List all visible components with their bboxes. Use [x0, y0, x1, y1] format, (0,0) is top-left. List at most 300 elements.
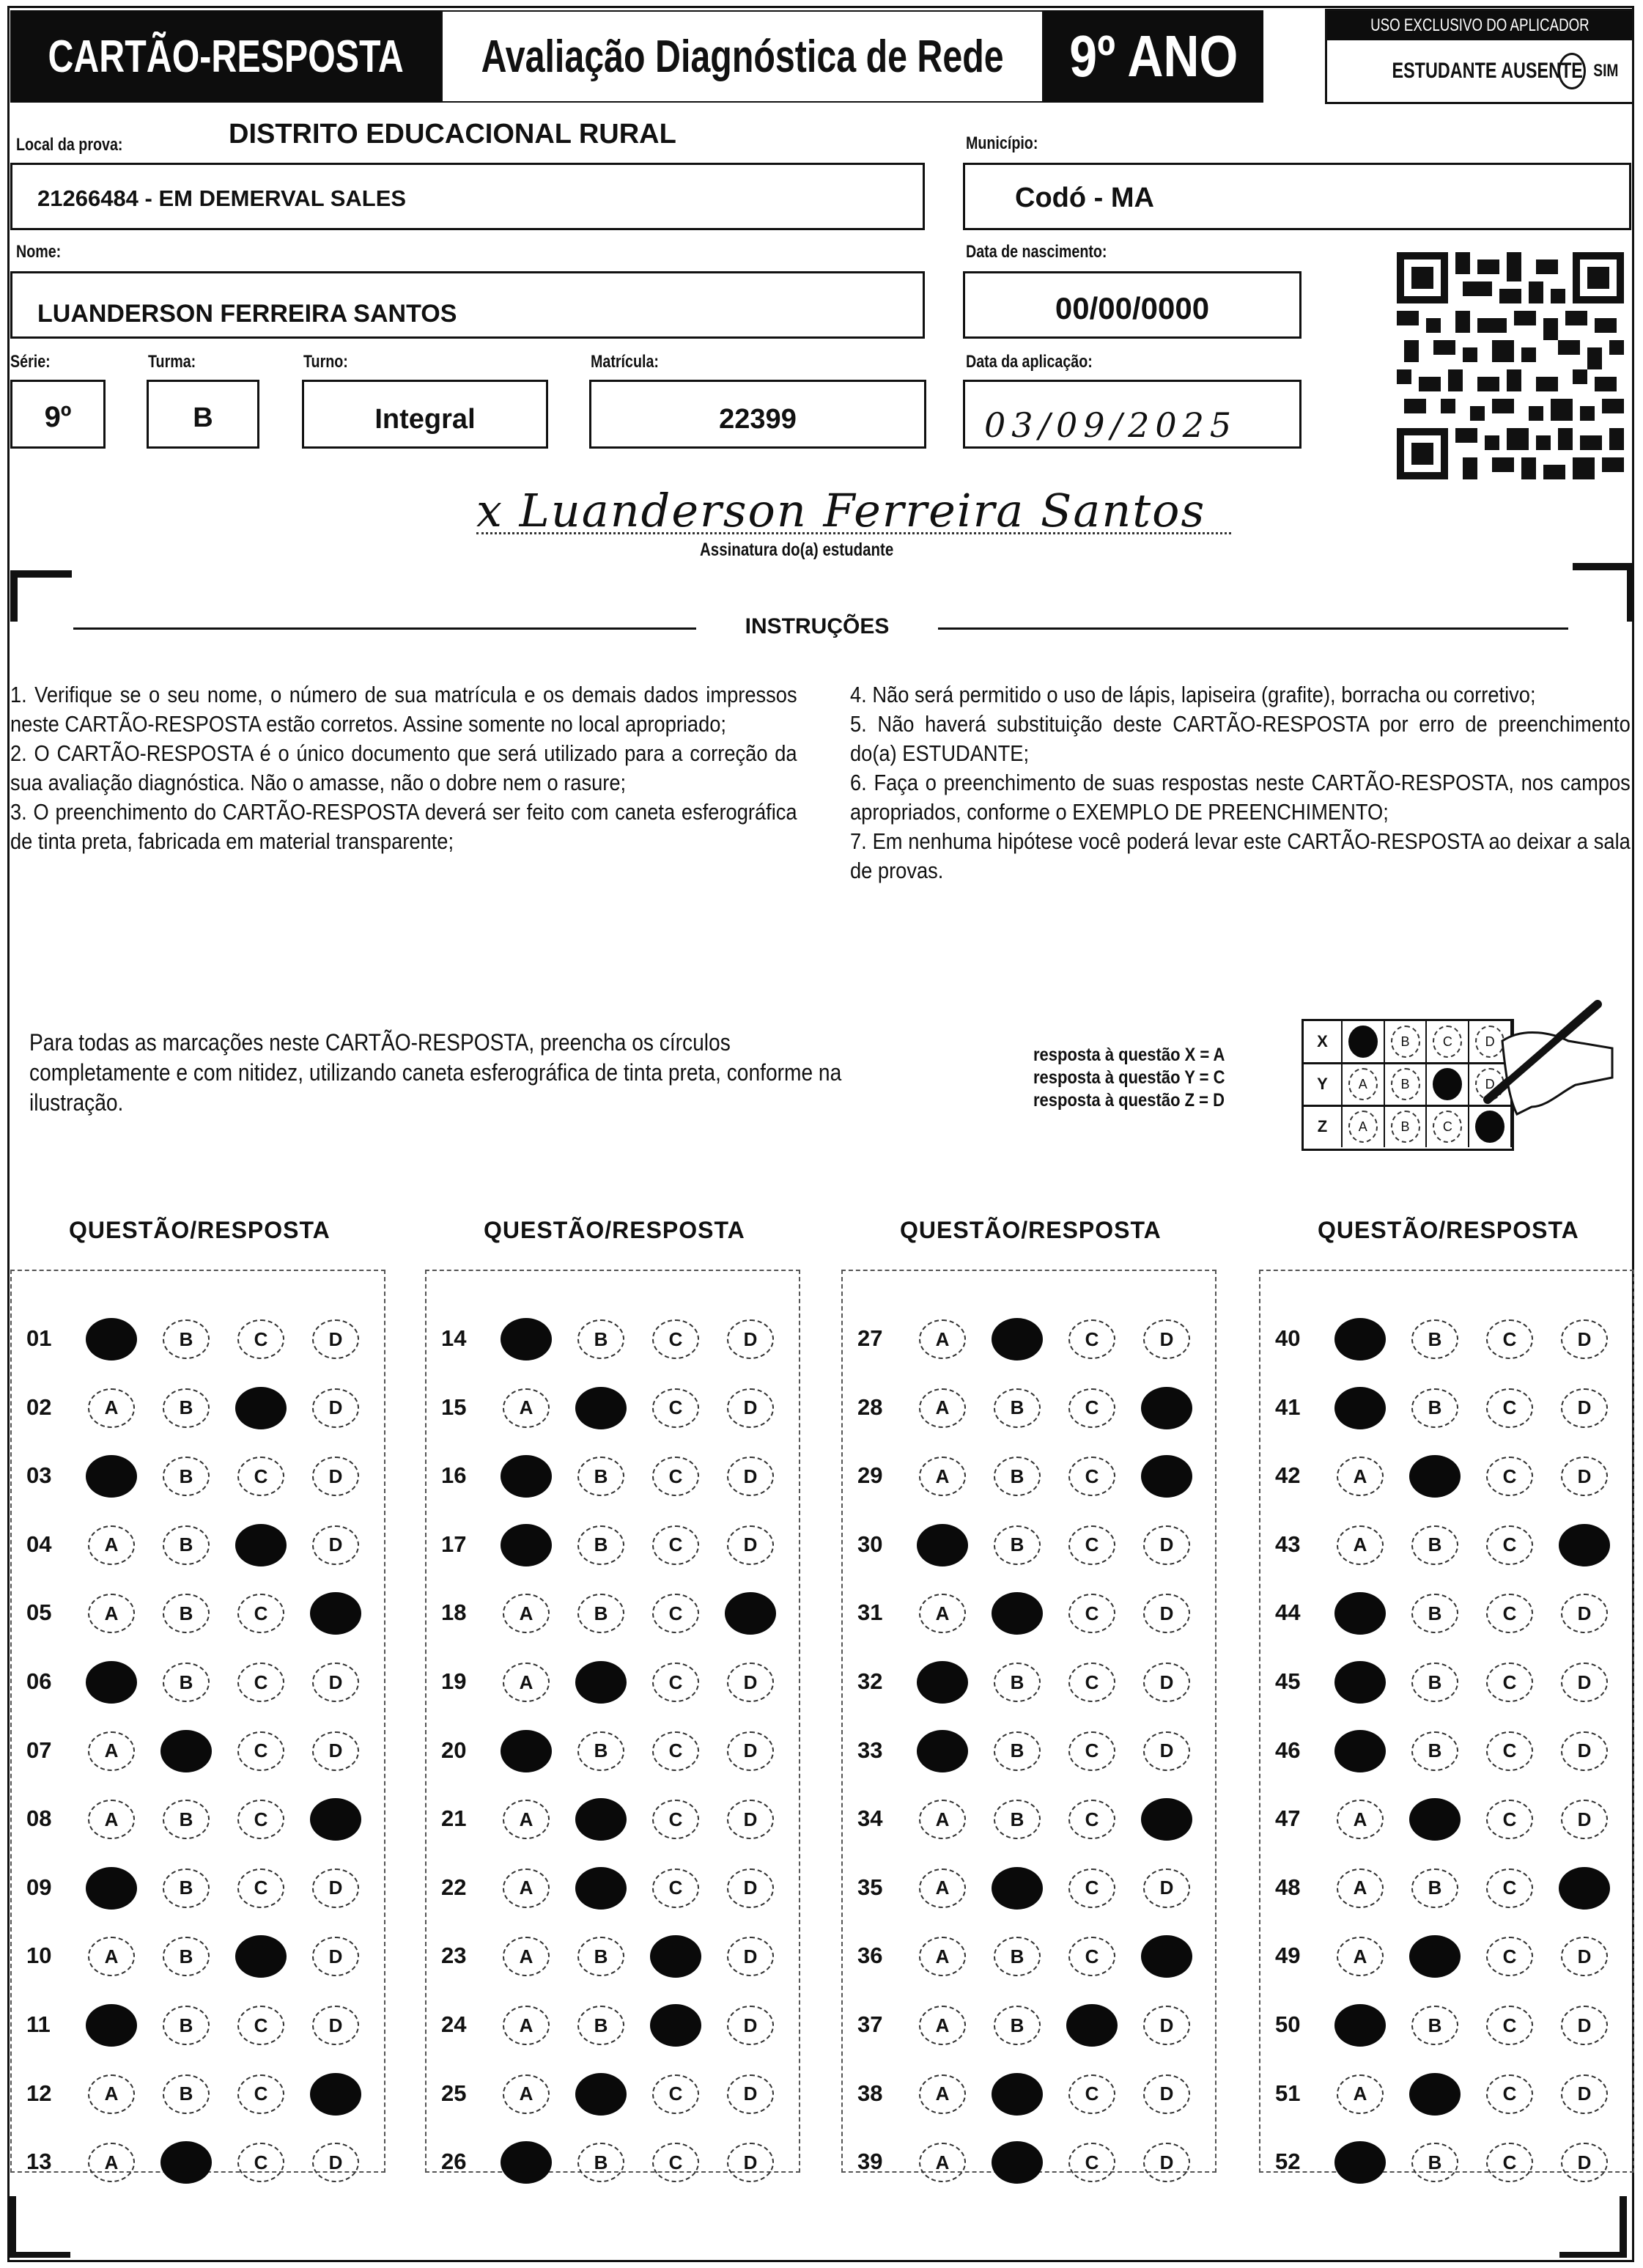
- answer-bubble-d[interactable]: D: [1561, 2074, 1608, 2114]
- answer-bubble-d[interactable]: D: [727, 1663, 774, 1702]
- answer-bubble-c[interactable]: C: [1486, 1457, 1533, 1496]
- answer-bubble-b[interactable]: B: [163, 1868, 210, 1908]
- example-bubble: A: [1348, 1068, 1378, 1100]
- answer-bubble-c[interactable]: C: [237, 1663, 284, 1702]
- answer-bubble-c[interactable]: C: [1486, 1800, 1533, 1839]
- answer-bubble-b[interactable]: B: [163, 1594, 210, 1633]
- answer-bubble-a-marked[interactable]: [86, 1318, 137, 1361]
- answer-bubble-c[interactable]: C: [237, 1594, 284, 1633]
- question-row: [12, 1594, 384, 1645]
- answer-bubble-c[interactable]: C: [1068, 1457, 1115, 1496]
- question-number: 13: [26, 2149, 52, 2175]
- answer-bubble-b[interactable]: B: [994, 1731, 1041, 1771]
- answer-bubble-a[interactable]: A: [1337, 1868, 1384, 1908]
- answer-bubble-a[interactable]: A: [88, 2074, 135, 2114]
- instruction-item: 5. Não haverá substituição deste CARTÃO-RESPOSTA por erro de preenchimento do(a) ESTUDANTE;: [850, 711, 1631, 766]
- answer-bubble-d-marked[interactable]: [1141, 1387, 1192, 1429]
- answer-bubble-a[interactable]: A: [1337, 1937, 1384, 1976]
- answer-bubble-c[interactable]: C: [1068, 1800, 1115, 1839]
- answer-bubble-c[interactable]: C: [1486, 1663, 1533, 1702]
- applicator-panel: [1325, 9, 1634, 104]
- answer-bubble-a-marked[interactable]: [1334, 2141, 1386, 2184]
- answer-bubble-c[interactable]: C: [1486, 1594, 1533, 1633]
- answer-bubble-b-marked[interactable]: [575, 1661, 627, 1704]
- example-bubble: B: [1391, 1026, 1420, 1058]
- answer-bubble-b[interactable]: B: [994, 1663, 1041, 1702]
- municipio-label: Município:: [966, 133, 1038, 153]
- applicator-title: USO EXCLUSIVO DO APLICADOR: [1370, 15, 1590, 35]
- answer-bubble-b-marked[interactable]: [1409, 2073, 1461, 2116]
- answer-bubble-a[interactable]: A: [919, 1388, 966, 1428]
- answer-bubble-c[interactable]: C: [1068, 1525, 1115, 1565]
- answer-bubble-b-marked[interactable]: [575, 1867, 627, 1910]
- answer-bubble-a[interactable]: A: [1337, 1800, 1384, 1839]
- answer-bubble-b[interactable]: B: [994, 2006, 1041, 2045]
- question-number: 28: [857, 1393, 883, 1420]
- question-row: [1260, 1937, 1633, 1988]
- question-row: [12, 1868, 384, 1920]
- answer-bubble-d[interactable]: D: [1561, 1457, 1608, 1496]
- answer-bubble-b[interactable]: B: [577, 2143, 624, 2182]
- answer-bubble-a[interactable]: A: [503, 1388, 550, 1428]
- answer-bubble-d[interactable]: D: [727, 1525, 774, 1565]
- nascimento-value: 00/00/0000: [1055, 291, 1210, 325]
- answer-bubble-c-marked[interactable]: [235, 1524, 287, 1566]
- question-number: 04: [26, 1531, 52, 1557]
- answer-bubble-d[interactable]: D: [727, 1319, 774, 1359]
- question-number: 48: [1275, 1874, 1301, 1900]
- answer-bubble-a[interactable]: A: [919, 1319, 966, 1359]
- answer-bubble-c[interactable]: C: [1068, 2074, 1115, 2114]
- matricula-field: [589, 380, 926, 449]
- answer-bubble-a[interactable]: A: [919, 1937, 966, 1976]
- question-row: [1260, 1663, 1633, 1714]
- answer-bubble-b[interactable]: B: [1411, 1319, 1458, 1359]
- answer-bubble-c[interactable]: C: [652, 1594, 699, 1633]
- question-number: 15: [441, 1393, 467, 1420]
- corner-mark-top-left: [10, 570, 72, 578]
- answer-bubble-c-marked[interactable]: [235, 1387, 287, 1429]
- answer-bubble-b[interactable]: B: [1411, 1731, 1458, 1771]
- answer-bubble-c[interactable]: C: [652, 1800, 699, 1839]
- question-row: [843, 1594, 1215, 1645]
- answer-bubble-c-marked[interactable]: [235, 1935, 287, 1978]
- answer-bubble-d[interactable]: D: [312, 1319, 359, 1359]
- question-row: [843, 1731, 1215, 1783]
- answer-bubble-b-marked[interactable]: [160, 1730, 212, 1772]
- answer-bubble-d[interactable]: D: [727, 1937, 774, 1976]
- instruction-item: 1. Verifique se o seu nome, o número de sua matrícula e os demais dados impressos neste CARTÃO-RESPOSTA estão corretos. Assine somente no local apropriado;: [10, 682, 797, 737]
- answer-bubble-a-marked[interactable]: [917, 1524, 968, 1566]
- answer-bubble-c[interactable]: C: [237, 1731, 284, 1771]
- question-number: 37: [857, 2011, 883, 2037]
- answer-bubble-b-marked[interactable]: [992, 1318, 1043, 1361]
- question-row: [427, 1937, 799, 1988]
- answer-bubble-c[interactable]: C: [652, 1388, 699, 1428]
- question-number: 26: [441, 2149, 467, 2175]
- municipio-value: Codó - MA: [1015, 183, 1154, 213]
- answer-bubble-c[interactable]: C: [237, 1457, 284, 1496]
- answer-bubble-d-marked[interactable]: [310, 1592, 361, 1635]
- answer-bubble-a-marked[interactable]: [501, 1524, 552, 1566]
- question-number: 50: [1275, 2011, 1301, 2037]
- answer-bubble-b[interactable]: B: [577, 2006, 624, 2045]
- answer-bubble-a[interactable]: A: [919, 2006, 966, 2045]
- answer-bubble-a[interactable]: A: [88, 1731, 135, 1771]
- answer-bubble-d[interactable]: D: [1143, 1594, 1190, 1633]
- answer-bubble-d[interactable]: D: [1561, 1388, 1608, 1428]
- answer-bubble-a-marked[interactable]: [1334, 1592, 1386, 1635]
- answer-bubble-a[interactable]: A: [1337, 2074, 1384, 2114]
- card-title-banner: [10, 10, 441, 103]
- answer-bubble-a[interactable]: A: [503, 1800, 550, 1839]
- question-number: 44: [1275, 1599, 1301, 1626]
- answer-bubble-a[interactable]: A: [88, 1388, 135, 1428]
- question-row: [1260, 2143, 1633, 2194]
- answer-bubble-b[interactable]: B: [163, 2074, 210, 2114]
- answer-bubble-b[interactable]: B: [163, 1937, 210, 1976]
- answer-bubble-d[interactable]: D: [312, 1663, 359, 1702]
- question-row: [1260, 1388, 1633, 1440]
- answer-bubble-c[interactable]: C: [237, 1800, 284, 1839]
- answer-bubble-b[interactable]: B: [994, 1388, 1041, 1428]
- answer-bubble-c-marked[interactable]: [650, 1935, 701, 1978]
- answer-bubble-a[interactable]: A: [503, 1663, 550, 1702]
- answer-bubble-d[interactable]: D: [1561, 1319, 1608, 1359]
- answer-bubble-b[interactable]: B: [163, 1525, 210, 1565]
- answer-bubble-b-marked[interactable]: [1409, 1798, 1461, 1841]
- answer-bubble-b-marked[interactable]: [992, 1867, 1043, 1910]
- turma-field: [147, 380, 259, 449]
- answer-bubble-d[interactable]: D: [312, 1457, 359, 1496]
- answer-bubble-d[interactable]: D: [312, 1868, 359, 1908]
- answer-bubble-a[interactable]: A: [1337, 1525, 1384, 1565]
- instructions-rule-left: [73, 627, 696, 630]
- answer-bubble-d[interactable]: D: [727, 1868, 774, 1908]
- matricula-value: 22399: [719, 404, 797, 435]
- answer-bubble-a-marked[interactable]: [501, 2141, 552, 2184]
- student-absent-option: SIM: [1592, 61, 1619, 81]
- answer-bubble-a[interactable]: A: [503, 2074, 550, 2114]
- answer-bubble-a[interactable]: A: [88, 2143, 135, 2182]
- answer-bubble-c[interactable]: C: [1068, 1388, 1115, 1428]
- answer-bubble-a[interactable]: A: [919, 1594, 966, 1633]
- answer-bubble-d[interactable]: D: [727, 1388, 774, 1428]
- answer-bubble-b[interactable]: B: [577, 1525, 624, 1565]
- example-bubble-filled: [1348, 1026, 1378, 1058]
- question-row: [843, 1868, 1215, 1920]
- answer-bubble-c[interactable]: C: [237, 2006, 284, 2045]
- answer-bubble-c[interactable]: C: [237, 2143, 284, 2182]
- card-title: CARTÃO-RESPOSTA: [48, 31, 404, 82]
- question-number: 45: [1275, 1668, 1301, 1694]
- answer-bubble-d[interactable]: D: [1143, 1868, 1190, 1908]
- example-bubble: D: [1475, 1026, 1504, 1058]
- answer-bubble-c[interactable]: C: [1068, 1663, 1115, 1702]
- answer-bubble-b[interactable]: B: [1411, 2143, 1458, 2182]
- answer-bubble-c[interactable]: C: [652, 2143, 699, 2182]
- answer-bubble-c-marked[interactable]: [650, 2004, 701, 2047]
- answer-bubble-d[interactable]: D: [312, 1388, 359, 1428]
- question-row: [12, 1937, 384, 1988]
- example-cell: [1385, 1021, 1428, 1062]
- answer-bubble-c[interactable]: C: [1486, 2006, 1533, 2045]
- answer-bubble-c[interactable]: C: [1486, 2074, 1533, 2114]
- answer-bubble-b[interactable]: B: [1411, 1868, 1458, 1908]
- answer-bubble-b-marked[interactable]: [575, 1387, 627, 1429]
- example-row-label: X: [1304, 1021, 1343, 1062]
- legend-item: resposta à questão X = A: [1033, 1045, 1225, 1065]
- answer-bubble-b[interactable]: B: [994, 1525, 1041, 1565]
- answer-bubble-d[interactable]: D: [1143, 1663, 1190, 1702]
- answer-bubble-a-marked[interactable]: [86, 1455, 137, 1498]
- answer-bubble-b[interactable]: B: [163, 1663, 210, 1702]
- answer-bubble-a[interactable]: A: [503, 1937, 550, 1976]
- question-number: 32: [857, 1668, 883, 1694]
- answer-bubble-c[interactable]: C: [1486, 1731, 1533, 1771]
- answer-bubble-c[interactable]: C: [652, 2074, 699, 2114]
- answer-bubble-d[interactable]: D: [1143, 1319, 1190, 1359]
- answer-bubble-d[interactable]: D: [727, 1457, 774, 1496]
- answer-bubble-c[interactable]: C: [1486, 1937, 1533, 1976]
- answer-bubble-c[interactable]: C: [1068, 1319, 1115, 1359]
- example-cell: [1385, 1064, 1428, 1105]
- corner-mark-bottom-left: [9, 2196, 16, 2258]
- answer-bubble-a[interactable]: A: [919, 2074, 966, 2114]
- answer-bubble-d[interactable]: D: [727, 1731, 774, 1771]
- answer-bubble-b-marked[interactable]: [160, 2141, 212, 2184]
- answer-bubble-b-marked[interactable]: [575, 2073, 627, 2116]
- serie-label: Série:: [10, 352, 51, 372]
- answer-bubble-d[interactable]: D: [1561, 1800, 1608, 1839]
- answer-bubble-a[interactable]: A: [88, 1594, 135, 1633]
- answer-bubble-c[interactable]: C: [1486, 2143, 1533, 2182]
- answer-bubble-a-marked[interactable]: [917, 1661, 968, 1704]
- answer-bubble-a-marked[interactable]: [86, 1661, 137, 1704]
- pen-hand-icon: [1473, 997, 1620, 1144]
- answer-bubble-a-marked[interactable]: [501, 1318, 552, 1361]
- answer-bubble-c[interactable]: C: [652, 1319, 699, 1359]
- answer-bubble-d[interactable]: D: [1561, 1937, 1608, 1976]
- question-row: [427, 1800, 799, 1851]
- answer-bubble-c[interactable]: C: [652, 1663, 699, 1702]
- answer-bubble-b-marked[interactable]: [992, 2141, 1043, 2184]
- answer-bubble-c[interactable]: C: [1486, 1525, 1533, 1565]
- answer-bubble-a-marked[interactable]: [86, 2004, 137, 2047]
- question-row: [12, 1525, 384, 1577]
- answer-bubble-a-marked[interactable]: [86, 1867, 137, 1910]
- turno-label: Turno:: [303, 352, 348, 372]
- answer-bubble-a[interactable]: A: [919, 1868, 966, 1908]
- answer-bubble-d[interactable]: D: [1143, 1525, 1190, 1565]
- answer-bubble-a-marked[interactable]: [1334, 1661, 1386, 1704]
- answer-bubble-a-marked[interactable]: [917, 1730, 968, 1772]
- nascimento-label: Data de nascimento:: [966, 242, 1107, 262]
- answer-bubble-a-marked[interactable]: [1334, 2004, 1386, 2047]
- answer-bubble-a[interactable]: A: [1337, 1457, 1384, 1496]
- grade-banner: [1044, 10, 1263, 103]
- answer-bubble-b[interactable]: B: [163, 1319, 210, 1359]
- answer-bubble-b[interactable]: B: [994, 1800, 1041, 1839]
- question-row: [1260, 1731, 1633, 1783]
- answer-bubble-d-marked[interactable]: [1559, 1867, 1610, 1910]
- answer-bubble-b[interactable]: B: [994, 1937, 1041, 1976]
- answer-column-1: [10, 1270, 385, 2173]
- answer-bubble-d[interactable]: D: [312, 1731, 359, 1771]
- question-number: 41: [1275, 1393, 1301, 1420]
- example-bubble: B: [1391, 1068, 1420, 1100]
- answer-bubble-c[interactable]: C: [652, 1868, 699, 1908]
- answer-bubble-c[interactable]: C: [237, 1868, 284, 1908]
- answer-bubble-c[interactable]: C: [1068, 1868, 1115, 1908]
- answer-bubble-c[interactable]: C: [652, 1457, 699, 1496]
- nome-value: LUANDERSON FERREIRA SANTOS: [37, 300, 457, 328]
- answer-bubble-c[interactable]: C: [237, 2074, 284, 2114]
- question-number: 33: [857, 1737, 883, 1763]
- answer-bubble-d[interactable]: D: [312, 1937, 359, 1976]
- instructions-title: INSTRUÇÕES: [745, 614, 890, 638]
- answer-bubble-a[interactable]: A: [503, 2006, 550, 2045]
- exam-title-box: [441, 10, 1044, 103]
- answer-bubble-b[interactable]: B: [163, 1800, 210, 1839]
- answer-bubble-c-marked[interactable]: [1066, 2004, 1118, 2047]
- answer-bubble-b-marked[interactable]: [575, 1798, 627, 1841]
- question-number: 40: [1275, 1325, 1301, 1351]
- answer-bubble-b[interactable]: B: [1411, 1594, 1458, 1633]
- column-header: QUESTÃO/RESPOSTA: [1318, 1217, 1579, 1243]
- answer-bubble-a[interactable]: A: [88, 1525, 135, 1565]
- question-number: 51: [1275, 2080, 1301, 2106]
- example-bubble: C: [1433, 1026, 1462, 1058]
- answer-bubble-a-marked[interactable]: [501, 1730, 552, 1772]
- answer-bubble-d-marked[interactable]: [1559, 1524, 1610, 1566]
- answer-bubble-c[interactable]: C: [1068, 1731, 1115, 1771]
- answer-bubble-b[interactable]: B: [577, 1731, 624, 1771]
- example-cell: [1385, 1106, 1428, 1147]
- answer-bubble-a[interactable]: A: [88, 1937, 135, 1976]
- answer-bubble-d-marked[interactable]: [310, 1798, 361, 1841]
- answer-bubble-b[interactable]: B: [1411, 1663, 1458, 1702]
- answer-bubble-b[interactable]: B: [577, 1457, 624, 1496]
- answer-bubble-c[interactable]: C: [1486, 1388, 1533, 1428]
- answer-bubble-d[interactable]: D: [1143, 2143, 1190, 2182]
- question-row: [12, 2006, 384, 2057]
- answer-bubble-a[interactable]: A: [88, 1800, 135, 1839]
- answer-bubble-d-marked[interactable]: [1141, 1935, 1192, 1978]
- answer-bubble-a[interactable]: A: [919, 1800, 966, 1839]
- instructions-rule-right: [938, 627, 1568, 630]
- answer-bubble-d[interactable]: D: [1561, 1594, 1608, 1633]
- question-row: [843, 1663, 1215, 1714]
- answer-bubble-d[interactable]: D: [1143, 2006, 1190, 2045]
- question-row: [427, 1594, 799, 1645]
- answer-bubble-c[interactable]: C: [237, 1319, 284, 1359]
- answer-bubble-d[interactable]: D: [1143, 2074, 1190, 2114]
- answer-bubble-c[interactable]: C: [652, 1525, 699, 1565]
- answer-bubble-b[interactable]: B: [163, 1388, 210, 1428]
- question-row: [843, 1319, 1215, 1371]
- instruction-item: 2. O CARTÃO-RESPOSTA é o único documento que será utilizado para a correção da sua avaliação diagnóstica. Não o amasse, não o dobre nem o rasure;: [10, 740, 797, 795]
- answer-bubble-b[interactable]: B: [577, 1937, 624, 1976]
- answer-bubble-b-marked[interactable]: [992, 2073, 1043, 2116]
- aplicacao-field[interactable]: [963, 380, 1302, 449]
- answer-bubble-b[interactable]: B: [577, 1319, 624, 1359]
- answer-bubble-a-marked[interactable]: [1334, 1318, 1386, 1361]
- answer-bubble-d-marked[interactable]: [310, 2073, 361, 2116]
- answer-bubble-d[interactable]: D: [1561, 2143, 1608, 2182]
- example-cell: [1343, 1064, 1385, 1105]
- example-cell: [1343, 1106, 1385, 1147]
- answer-bubble-b-marked[interactable]: [1409, 1455, 1461, 1498]
- answer-bubble-d[interactable]: D: [727, 2006, 774, 2045]
- answer-bubble-d-marked[interactable]: [725, 1592, 776, 1635]
- answer-bubble-a-marked[interactable]: [1334, 1387, 1386, 1429]
- answer-bubble-d-marked[interactable]: [1141, 1455, 1192, 1498]
- answer-bubble-c[interactable]: C: [652, 1731, 699, 1771]
- question-row: [427, 1525, 799, 1577]
- answer-bubble-b[interactable]: B: [1411, 1388, 1458, 1428]
- question-number: 05: [26, 1599, 52, 1626]
- question-row: [427, 1457, 799, 1508]
- answer-bubble-a[interactable]: A: [919, 1457, 966, 1496]
- turma-label: Turma:: [148, 352, 196, 372]
- answer-bubble-b[interactable]: B: [994, 1457, 1041, 1496]
- answer-bubble-b[interactable]: B: [163, 2006, 210, 2045]
- answer-bubble-d[interactable]: D: [1143, 1731, 1190, 1771]
- answer-bubble-d[interactable]: D: [312, 2006, 359, 2045]
- student-signature[interactable]: x Luanderson Ferreira Santos: [476, 484, 1206, 537]
- answer-bubble-a[interactable]: A: [503, 1594, 550, 1633]
- answer-bubble-d[interactable]: D: [312, 1525, 359, 1565]
- answer-bubble-a[interactable]: A: [919, 2143, 966, 2182]
- answer-bubble-c[interactable]: C: [1068, 2143, 1115, 2182]
- question-number: 22: [441, 1874, 467, 1900]
- question-row: [12, 1800, 384, 1851]
- grade-label: 9º ANO: [1068, 23, 1238, 89]
- question-number: 12: [26, 2080, 52, 2106]
- answer-bubble-c[interactable]: C: [1068, 1937, 1115, 1976]
- answer-bubble-d[interactable]: D: [727, 2074, 774, 2114]
- answer-bubble-d-marked[interactable]: [1141, 1798, 1192, 1841]
- answer-bubble-d[interactable]: D: [1561, 2006, 1608, 2045]
- corner-mark-bottom-right: [1620, 2196, 1627, 2258]
- answer-bubble-d[interactable]: D: [1561, 1731, 1608, 1771]
- answer-bubble-b-marked[interactable]: [992, 1592, 1043, 1635]
- answer-bubble-b[interactable]: B: [163, 1457, 210, 1496]
- answer-bubble-d[interactable]: D: [727, 2143, 774, 2182]
- answer-bubble-a-marked[interactable]: [1334, 1730, 1386, 1772]
- question-number: 46: [1275, 1737, 1301, 1763]
- answer-bubble-c[interactable]: C: [1486, 1319, 1533, 1359]
- answer-bubble-b[interactable]: B: [1411, 2006, 1458, 2045]
- answer-bubble-c[interactable]: C: [1068, 1594, 1115, 1633]
- answer-bubble-a-marked[interactable]: [501, 1455, 552, 1498]
- answer-bubble-a[interactable]: A: [503, 1868, 550, 1908]
- example-bubble: C: [1433, 1111, 1462, 1143]
- answer-bubble-d[interactable]: D: [312, 2143, 359, 2182]
- question-number: 49: [1275, 1943, 1301, 1969]
- corner-mark-bottom-right: [1559, 2252, 1625, 2258]
- question-row: [1260, 1525, 1633, 1577]
- answer-bubble-b[interactable]: B: [577, 1594, 624, 1633]
- question-row: [843, 1388, 1215, 1440]
- answer-bubble-b-marked[interactable]: [1409, 1935, 1461, 1978]
- answer-bubble-c[interactable]: C: [1486, 1868, 1533, 1908]
- answer-bubble-d[interactable]: D: [727, 1800, 774, 1839]
- answer-bubble-b[interactable]: B: [1411, 1525, 1458, 1565]
- question-number: 43: [1275, 1531, 1301, 1557]
- answer-bubble-d[interactable]: D: [1561, 1663, 1608, 1702]
